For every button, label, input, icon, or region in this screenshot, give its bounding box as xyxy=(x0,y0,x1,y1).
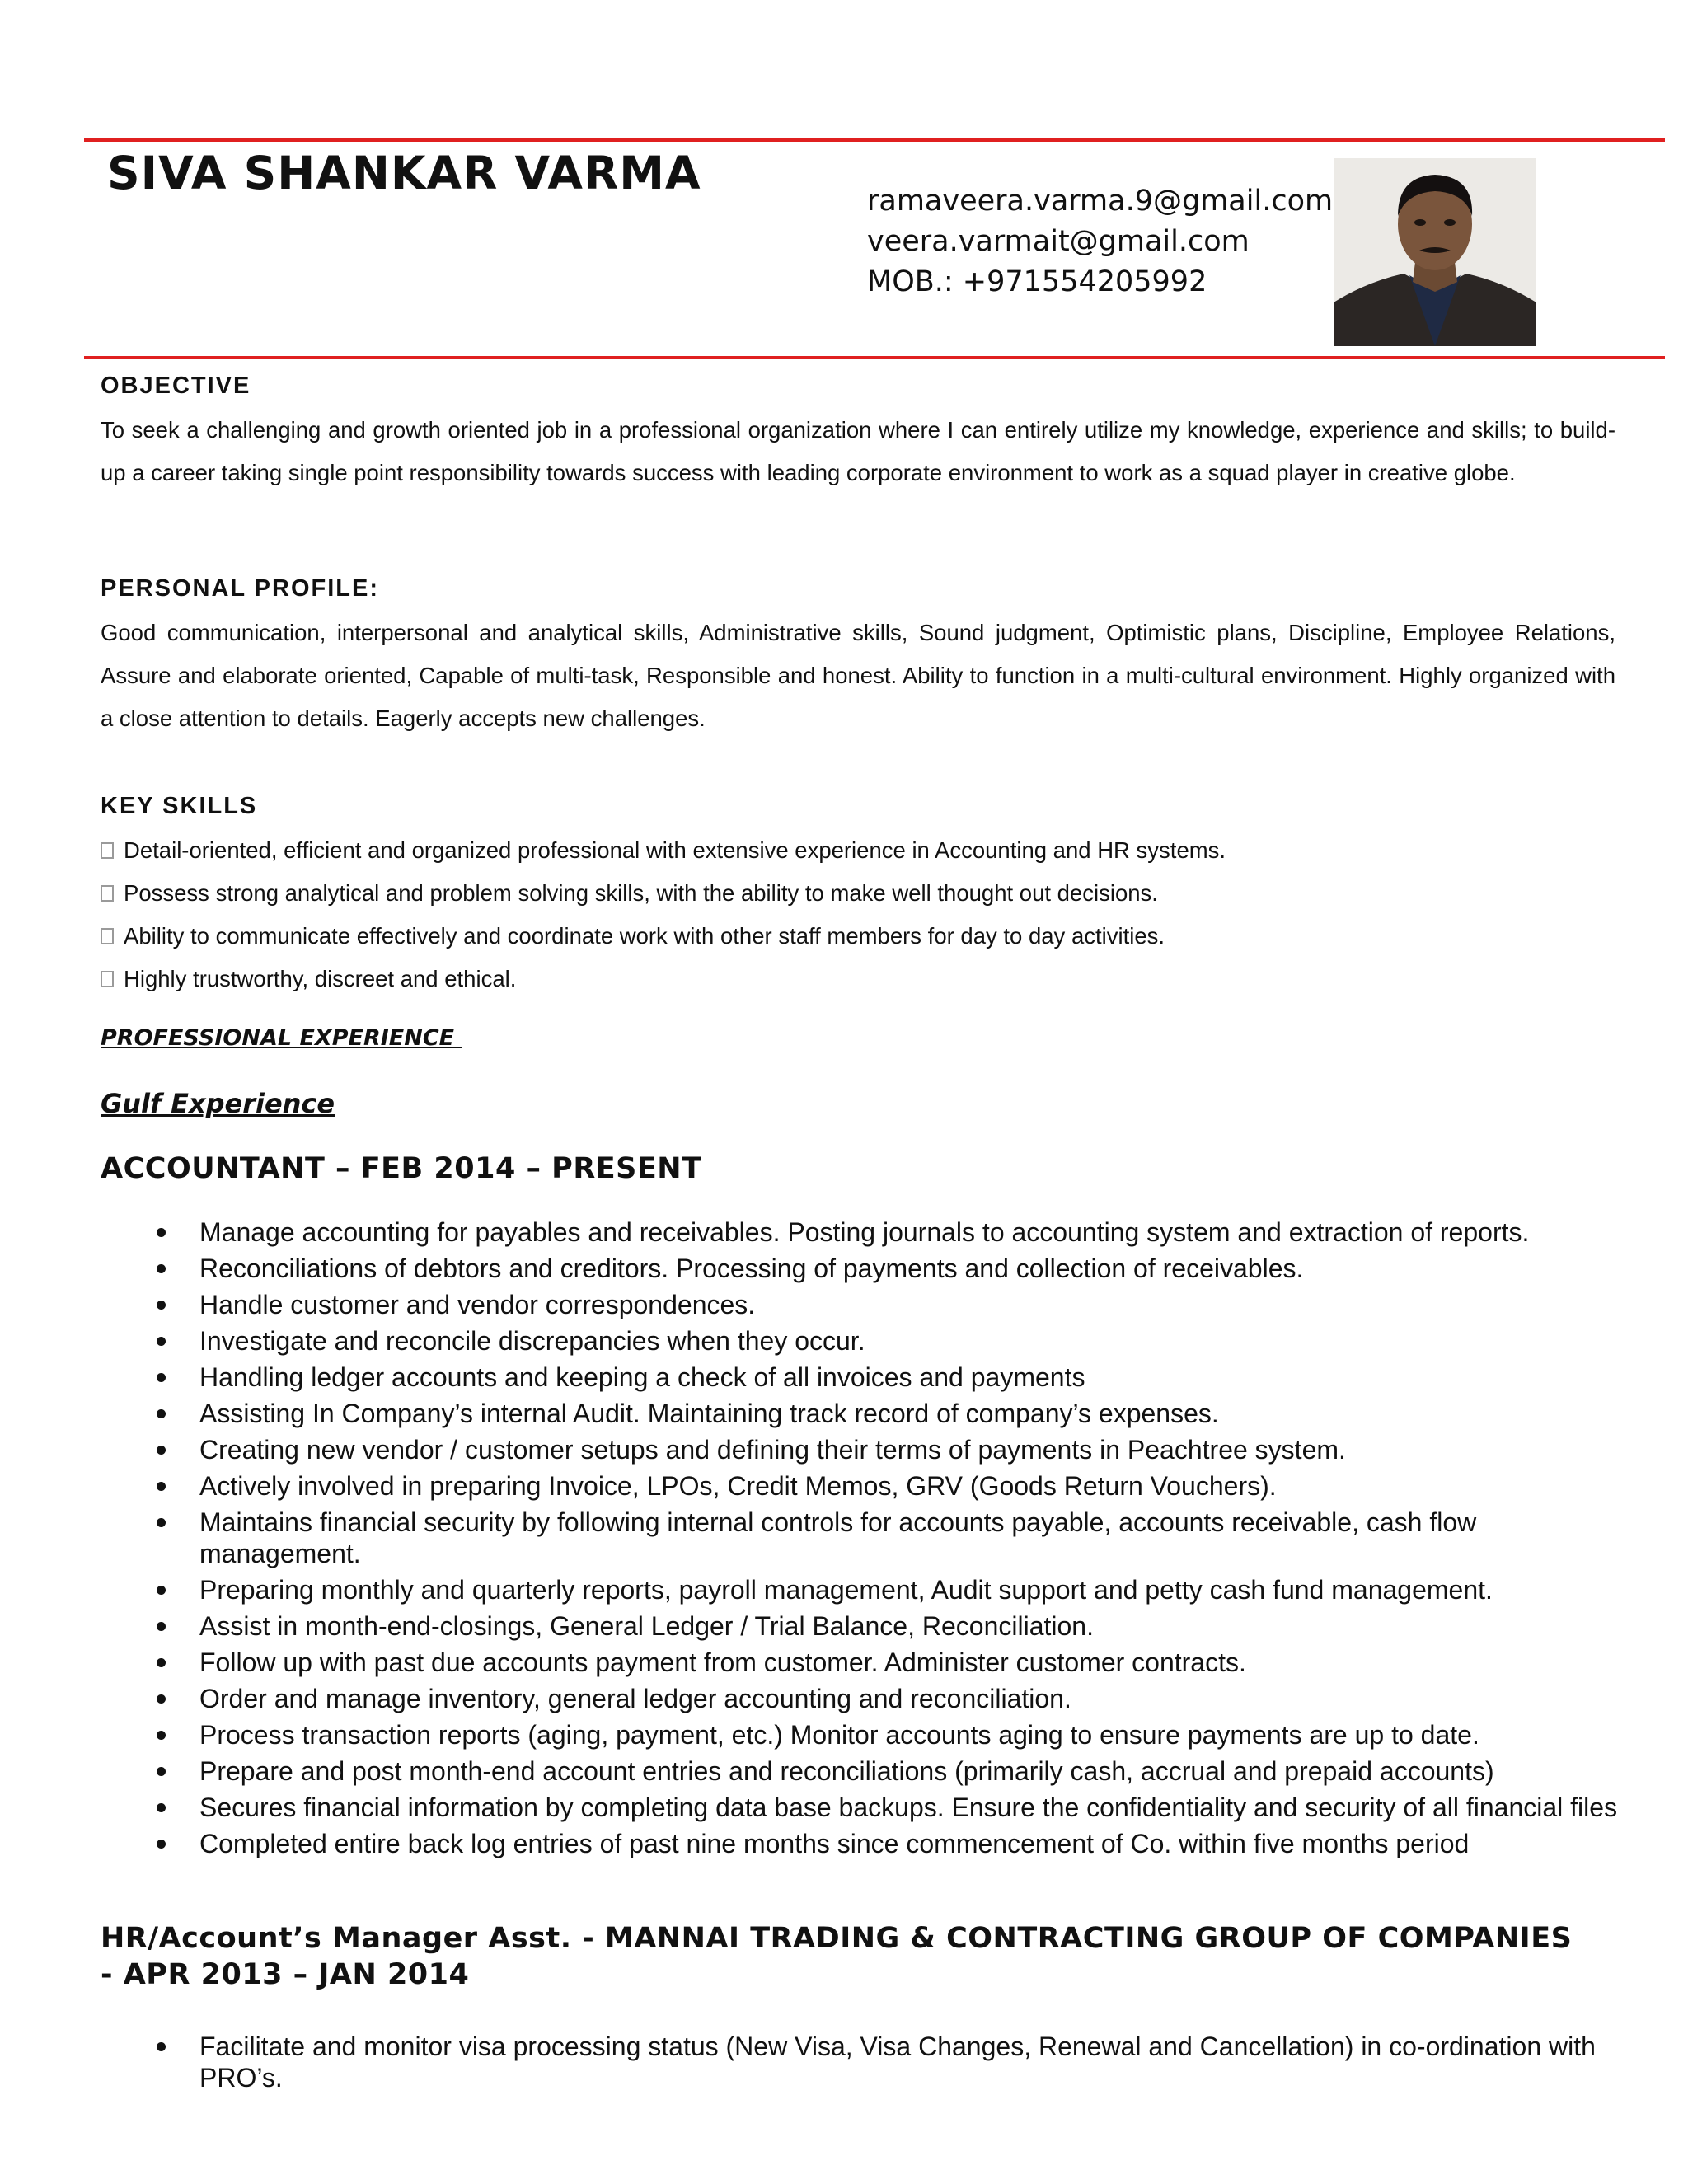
key-skills-section xyxy=(101,790,1615,1001)
list-item: Handling ledger accounts and keeping a check of all invoices and payments xyxy=(101,1361,1634,1393)
list-item: Possess strong analytical and problem solving skills, with the ability to make well thought out decisions. xyxy=(101,872,1615,915)
personal-profile-section xyxy=(101,572,1615,740)
list-item: Order and manage inventory, general ledger accounting and reconciliation. xyxy=(101,1683,1634,1714)
list-item: Reconciliations of debtors and creditors. Processing of payments and collection of receivables. xyxy=(101,1253,1634,1284)
objective-text: To seek a challenging and growth oriented job in a professional organization where I can entirely utilize my knowledge, experience and skills; to build-up a career taking single point responsibility towards success with leading corporate environment to work as a squad player in creative globe. xyxy=(101,417,1615,485)
list-item: Manage accounting for payables and receivables. Posting journals to accounting system and extraction of reports. xyxy=(101,1216,1634,1248)
list-item: Process transaction reports (aging, payment, etc.) Monitor accounts aging to ensure payments are up to date. xyxy=(101,1719,1634,1750)
list-item: Creating new vendor / customer setups and defining their terms of payments in Peachtree system. xyxy=(101,1434,1634,1465)
email-primary: ramaveera.varma.9@gmail.com xyxy=(867,185,1334,218)
portrait-image xyxy=(1334,158,1536,346)
job-2-duties-list xyxy=(101,2031,1634,2098)
checkbox-glyph-icon xyxy=(101,928,114,944)
list-item: Actively involved in preparing Invoice, LPOs, Credit Memos, GRV (Goods Return Vouchers). xyxy=(101,1470,1634,1502)
list-item: Completed entire back log entries of past nine months since commencement of Co. within five months period xyxy=(101,1828,1634,1859)
objective-section xyxy=(101,369,1615,494)
header-bottom-rule xyxy=(84,356,1665,359)
checkbox-glyph-icon xyxy=(101,885,114,902)
list-item: Maintains financial security by following internal controls for accounts payable, accounts receivable, cash flow management. xyxy=(101,1507,1634,1569)
mobile-number: MOB.: +971554205992 xyxy=(867,265,1207,298)
list-item: Facilitate and monitor visa processing status (New Visa, Visa Changes, Renewal and Cancellation) in co-ordination with PRO’s. xyxy=(101,2031,1634,2093)
list-item: Preparing monthly and quarterly reports, payroll management, Audit support and petty cash fund management. xyxy=(101,1574,1634,1605)
list-item: Assisting In Company’s internal Audit. Maintaining track record of company’s expenses. xyxy=(101,1398,1634,1429)
list-item: Secures financial information by completing data base backups. Ensure the confidentiality and security of all financial files xyxy=(101,1792,1634,1823)
personal-profile-heading: PERSONAL PROFILE: xyxy=(101,575,379,602)
gulf-experience-heading: Gulf Experience xyxy=(101,1088,335,1119)
list-item: Highly trustworthy, discreet and ethical. xyxy=(101,958,1615,1001)
professional-experience-heading: PROFESSIONAL EXPERIENCE xyxy=(101,1025,462,1051)
job-1-duties-list xyxy=(101,1216,1634,1864)
contact-block xyxy=(867,181,1333,302)
list-item: Investigate and reconcile discrepancies when they occur. xyxy=(101,1325,1634,1357)
list-item: Follow up with past due accounts payment from customer. Administer customer contracts. xyxy=(101,1647,1634,1678)
list-item: Prepare and post month-end account entries and reconciliations (primarily cash, accrual and prepaid accounts) xyxy=(101,1755,1634,1787)
candidate-name: SIVA SHANKAR VARMA xyxy=(107,147,701,199)
list-item: Ability to communicate effectively and coordinate work with other staff members for day to day activities. xyxy=(101,915,1615,958)
list-item: Detail-oriented, efficient and organized professional with extensive experience in Accounting and HR systems. xyxy=(101,829,1615,872)
objective-heading: OBJECTIVE xyxy=(101,373,251,399)
list-item: Assist in month-end-closings, General Ledger / Trial Balance, Reconciliation. xyxy=(101,1610,1634,1642)
header-top-rule xyxy=(84,138,1665,142)
email-secondary: veera.varmait@gmail.com xyxy=(867,225,1250,258)
list-item: Handle customer and vendor correspondences. xyxy=(101,1289,1634,1320)
personal-profile-text: Good communication, interpersonal and analytical skills, Administrative skills, Sound judgment, Optimistic plans, Discipline, Employee Relations, Assure and elaborate oriented, Capable of multi-task, Responsible and honest. Ability to function in a multi-cultural environment. Highly organized with a close attention to details. Eagerly accepts new challenges. xyxy=(101,620,1615,731)
checkbox-glyph-icon xyxy=(101,971,114,987)
key-skills-heading: KEY SKILLS xyxy=(101,793,258,819)
key-skills-list xyxy=(101,829,1615,1001)
profile-photo xyxy=(1334,158,1536,346)
job-title-hr-assistant: HR/Account’s Manager Asst. - MANNAI TRADING & CONTRACTING GROUP OF COMPANIES - APR 2013 – JAN 2014 xyxy=(101,1922,1573,1991)
checkbox-glyph-icon xyxy=(101,842,114,859)
job-title-accountant: ACCOUNTANT – FEB 2014 – PRESENT xyxy=(101,1152,702,1185)
